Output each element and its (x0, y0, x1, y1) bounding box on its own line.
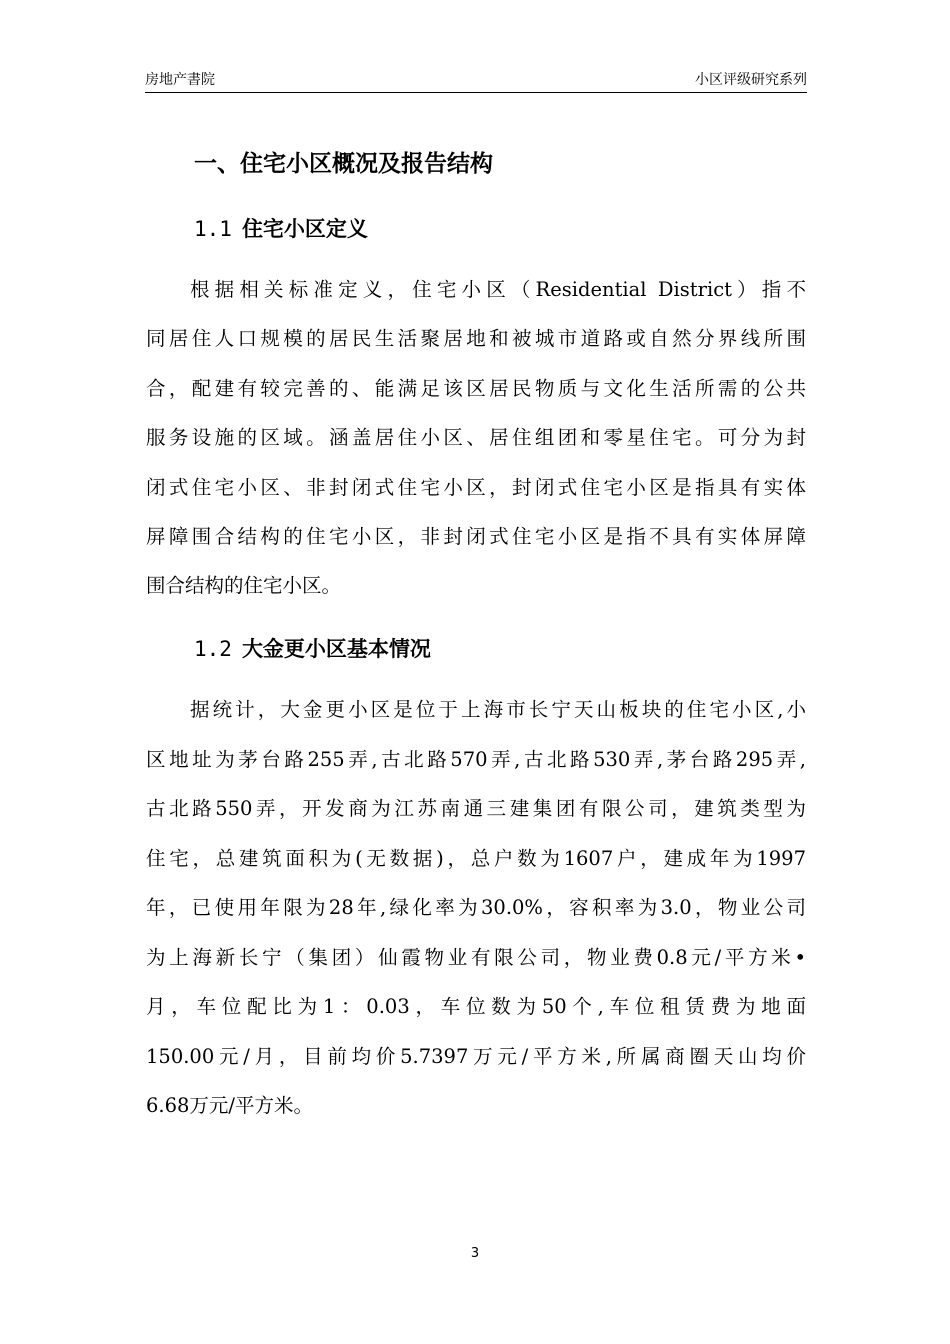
paragraph-line: 年，已使用年限为28年,绿化率为30.0%，容积率为3.0，物业公司 (146, 896, 806, 919)
subsection-title-1-1 (194, 213, 368, 243)
paragraph-line: 据统计，大金更小区是位于上海市长宁天山板块的住宅小区,小 (190, 698, 806, 721)
paragraph-line: 合，配建有较完善的、能满足该区居民物质与文化生活所需的公共 (146, 377, 806, 400)
paragraph-line: 屏障围合结构的住宅小区，非封闭式住宅小区是指不具有实体屏障 (146, 525, 806, 548)
paragraph-line: 月，车位配比为1：0.03，车位数为50个,车位租赁费为地面 (146, 995, 806, 1018)
page-number: 3 (470, 1246, 480, 1261)
paragraph-line: 6.68万元/平方米。 (146, 1094, 313, 1117)
paragraph-line: 服务设施的区域。涵盖居住小区、居住组团和零星住宅。可分为封 (146, 426, 806, 449)
paragraph-line: 围合结构的住宅小区。 (146, 574, 342, 597)
subsection-number: 1.1 (194, 217, 232, 241)
paragraph-line: 住宅，总建筑面积为(无数据)，总户数为1607户，建成年为1997 (146, 847, 806, 870)
header-series: 小区评级研究系列 (695, 72, 807, 88)
paragraph-line: 根据相关标准定义，住宅小区（Residential District）指不 (190, 278, 806, 301)
subsection-title-1-2 (194, 633, 431, 663)
subsection-heading: 大金更小区基本情况 (241, 637, 431, 661)
header-publisher: 房地产書院 (145, 72, 215, 88)
paragraph-line: 区地址为茅台路255弄,古北路570弄,古北路530弄,茅台路295弄, (146, 748, 806, 771)
subsection-number: 1.2 (194, 637, 232, 661)
page-header (145, 66, 807, 93)
section-title: 一、住宅小区概况及报告结构 (194, 151, 493, 177)
subsection-heading: 住宅小区定义 (241, 217, 368, 241)
paragraph-line: 同居住人口规模的居民生活聚居地和被城市道路或自然分界线所围 (146, 327, 806, 350)
paragraph-line: 150.00元/月，目前均价5.7397万元/平方米,所属商圈天山均价 (146, 1045, 806, 1068)
paragraph-line: 闭式住宅小区、非封闭式住宅小区，封闭式住宅小区是指具有实体 (146, 476, 806, 499)
paragraph-line: 为上海新长宁（集团）仙霞物业有限公司，物业费0.8元/平方米• (146, 946, 806, 969)
paragraph-line: 古北路550弄，开发商为江苏南通三建集团有限公司，建筑类型为 (146, 797, 806, 820)
